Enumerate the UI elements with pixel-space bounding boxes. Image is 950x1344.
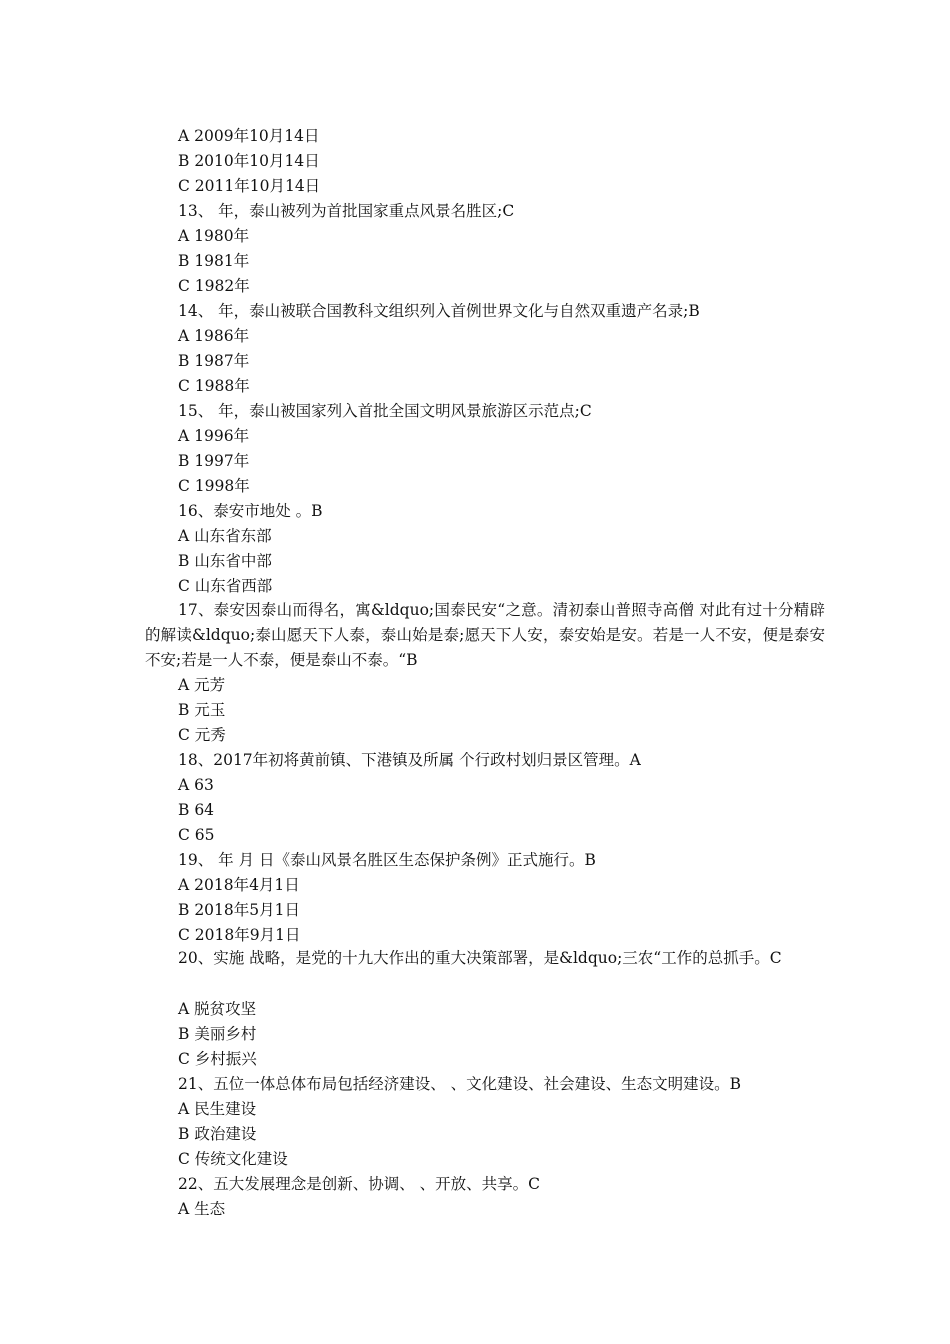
option-line: A 脱贫攻坚: [178, 1000, 257, 1018]
option-line: C 山东省西部: [178, 577, 273, 595]
option-line: A 2009年10月14日: [178, 127, 320, 145]
question-16: 16、泰安市地处 。B: [178, 502, 323, 520]
option-line: A 元芳: [178, 676, 226, 694]
question-15: 15、 年，泰山被国家列入首批全国文明风景旅游区示范点;C: [178, 402, 592, 420]
option-line: A 生态: [178, 1200, 226, 1218]
option-line: B 政治建设: [178, 1125, 257, 1143]
question-22: 22、五大发展理念是创新、协调、 、开放、共享。C: [178, 1175, 541, 1193]
option-line: B 山东省中部: [178, 552, 272, 570]
option-line: B 2018年5月1日: [178, 901, 300, 919]
option-line: C 1982年: [178, 277, 250, 295]
question-17-text: 17、泰安因泰山而得名，寓&ldquo;国泰民安“之意。清初泰山普照寺高僧 对此有过十分精辟的解读&ldquo;泰山愿天下人泰，泰山始是泰;愿天下人安，泰安始是安。若是一人不安，便是泰安不安;若是一人不泰，便是泰山不泰。“B: [145, 601, 825, 669]
option-line: C 2011年10月14日: [178, 177, 321, 195]
option-line: C 1988年: [178, 377, 250, 395]
option-line: C 2018年9月1日: [178, 926, 301, 944]
question-13: 13、 年，泰山被列为首批国家重点风景名胜区;C: [178, 202, 515, 220]
option-line: A 1980年: [178, 227, 250, 245]
option-line: C 1998年: [178, 477, 250, 495]
option-line: B 元玉: [178, 701, 226, 719]
option-line: B 1987年: [178, 352, 250, 370]
option-line: B 1997年: [178, 452, 250, 470]
question-19: 19、 年 月 日《泰山风景名胜区生态保护条例》正式施行。B: [178, 851, 596, 869]
option-line: B 64: [178, 801, 215, 819]
option-line: C 元秀: [178, 726, 226, 744]
option-line: A 民生建设: [178, 1100, 257, 1118]
question-20: [145, 946, 825, 971]
option-line: B 1981年: [178, 252, 250, 270]
option-line: A 山东省东部: [178, 527, 272, 545]
option-line: C 乡村振兴: [178, 1050, 257, 1068]
option-line: A 63: [178, 776, 214, 794]
question-21: 21、五位一体总体布局包括经济建设、 、文化建设、社会建设、生态文明建设。B: [178, 1075, 742, 1093]
option-line: B 美丽乡村: [178, 1025, 257, 1043]
question-18: 18、2017年初将黄前镇、下港镇及所属 个行政村划归景区管理。A: [178, 751, 641, 769]
option-line: A 1996年: [178, 427, 250, 445]
question-14: 14、 年，泰山被联合国教科文组织列入首例世界文化与自然双重遗产名录;B: [178, 302, 700, 320]
option-line: B 2010年10月14日: [178, 152, 320, 170]
question-17: [145, 598, 825, 673]
question-20-text: 20、实施 战略，是党的十九大作出的重大决策部署，是&ldquo;三农“工作的总抓手。C: [178, 949, 782, 967]
option-line: A 1986年: [178, 327, 250, 345]
option-line: C 65: [178, 826, 215, 844]
option-line: A 2018年4月1日: [178, 876, 300, 894]
option-line: C 传统文化建设: [178, 1150, 288, 1168]
